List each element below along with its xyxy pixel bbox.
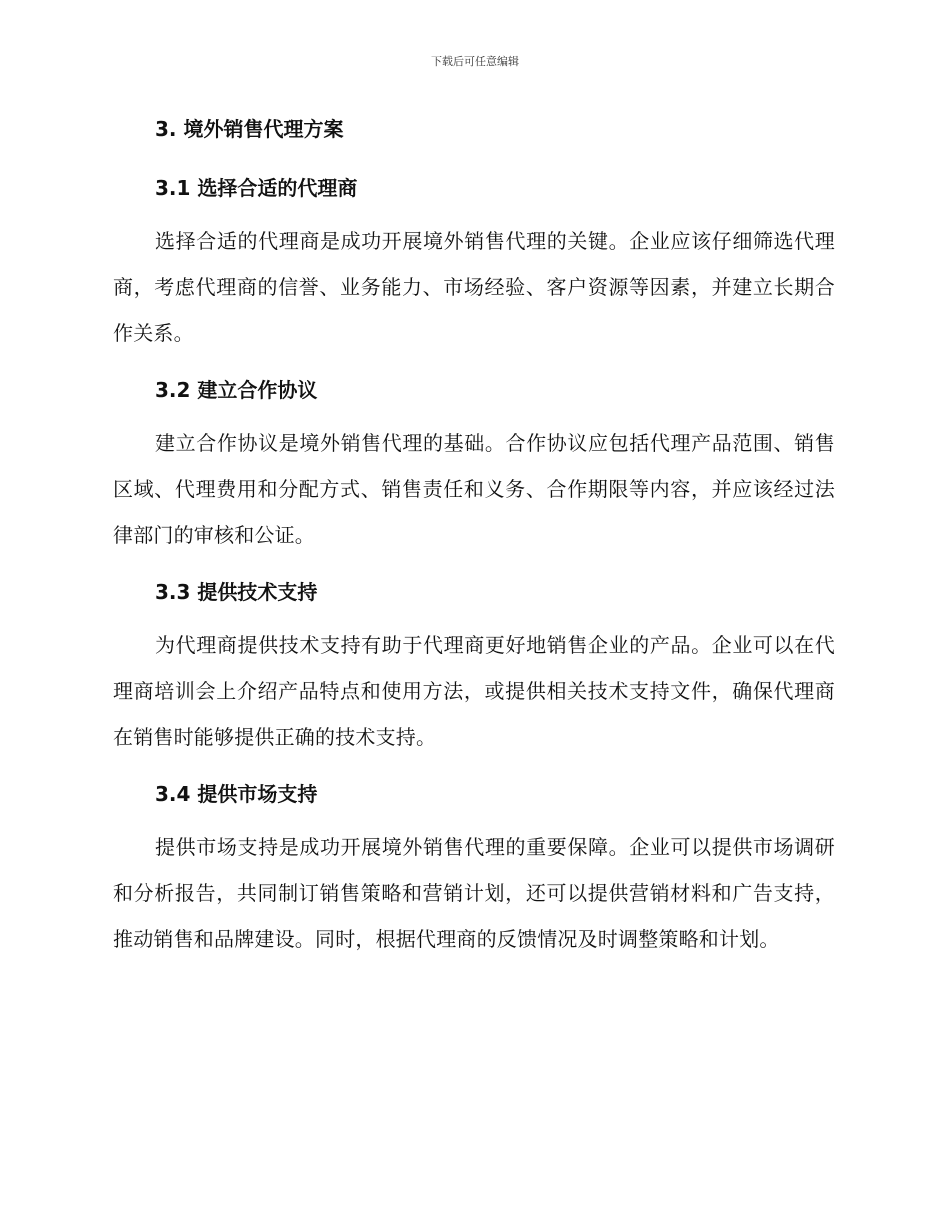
section-heading: 3.1 选择合适的代理商	[155, 176, 358, 200]
page-header: 下载后可任意编辑	[431, 55, 519, 68]
section-heading: 3.4 提供市场支持	[155, 782, 318, 806]
section-3-2	[113, 373, 835, 558]
section-paragraph: 提供市场支持是成功开展境外销售代理的重要保障。企业可以提供市场调研和分析报告，共同制订销售策略和营销计划，还可以提供营销材料和广告支持，推动销售和品牌建设。同时，根据代理商的反馈情况及时调整策略和计划。	[113, 835, 835, 951]
section-paragraph: 建立合作协议是境外销售代理的基础。合作协议应包括代理产品范围、销售区域、代理费用和分配方式、销售责任和义务、合作期限等内容，并应该经过法律部门的审核和公证。	[113, 431, 835, 547]
section-heading: 3.2 建立合作协议	[155, 378, 318, 402]
section-3-4	[113, 777, 835, 962]
document-content	[113, 112, 835, 979]
section-paragraph: 为代理商提供技术支持有助于代理商更好地销售企业的产品。企业可以在代理商培训会上介绍产品特点和使用方法，或提供相关技术支持文件，确保代理商在销售时能够提供正确的技术支持。	[113, 633, 835, 749]
document-title: 3. 境外销售代理方案	[155, 117, 344, 141]
section-heading: 3.3 提供技术支持	[155, 580, 318, 604]
section-3-3	[113, 575, 835, 760]
section-paragraph: 选择合适的代理商是成功开展境外销售代理的关键。企业应该仔细筛选代理商，考虑代理商的信誉、业务能力、市场经验、客户资源等因素，并建立长期合作关系。	[113, 229, 835, 345]
section-3-1	[113, 171, 835, 356]
